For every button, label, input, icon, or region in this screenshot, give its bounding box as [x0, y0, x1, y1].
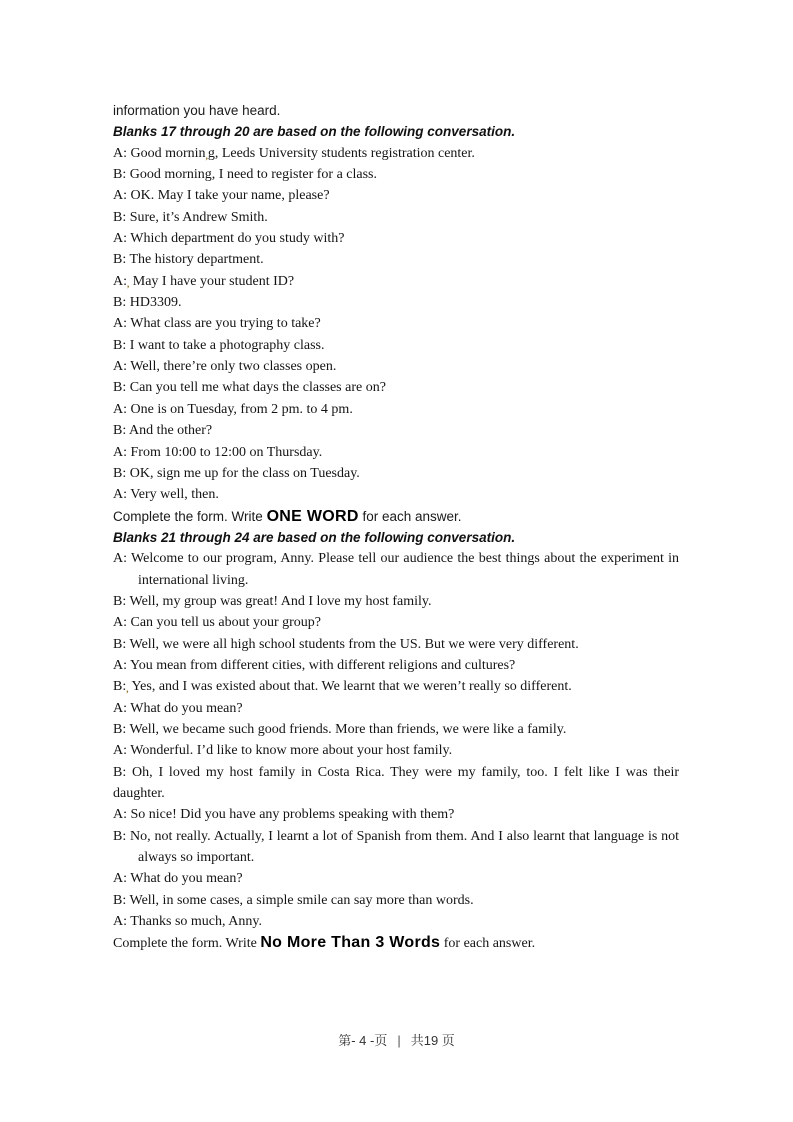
text-line	[113, 890, 679, 911]
text-segment: for each answer.	[358, 508, 462, 524]
text-segment: always so important.	[138, 850, 255, 866]
text-segment: Complete the form. Write	[113, 936, 261, 952]
text-segment: A: One is on Tuesday, from 2 pm. to 4 pm.	[113, 401, 353, 417]
text-segment: g, Leeds University students registration center.	[207, 145, 475, 161]
text-segment: B: The history department.	[113, 252, 264, 268]
text-segment: A: Wonderful. I’d like to know more about your host family.	[113, 743, 453, 759]
footer-separator: |	[397, 1033, 401, 1048]
text-segment: A: Good mornin	[113, 145, 206, 161]
stray-mark: ,	[127, 278, 130, 289]
text-line	[113, 442, 679, 463]
text-line	[113, 335, 679, 356]
text-segment: A: Thanks so much, Anny.	[113, 914, 262, 930]
text-line	[113, 399, 679, 420]
text-segment: B: No, not really. Actually, I learnt a lot of Spanish from them. And I also learnt that language is not	[113, 828, 679, 844]
text-segment: A: So nice! Did you have any problems speaking with them?	[113, 807, 455, 823]
text-segment: A: Very well, then.	[113, 487, 219, 503]
text-segment: B: HD3309.	[113, 295, 182, 311]
text-line	[113, 377, 679, 398]
text-segment: international living.	[138, 572, 249, 588]
text-line	[113, 185, 679, 206]
text-segment: daughter.	[113, 786, 165, 801]
text-segment: B: Well, we became such good friends. More than friends, we were like a family.	[113, 721, 567, 737]
text-line	[113, 804, 679, 825]
text-line	[113, 164, 679, 185]
text-segment: B: Good morning, I need to register for a class.	[113, 167, 377, 183]
text-segment: Blanks 17 through 20 are based on the following conversation.	[113, 124, 516, 140]
stray-mark: ,	[126, 684, 129, 695]
text-segment: B: OK, sign me up for the class on Tuesday.	[113, 465, 360, 481]
text-line	[113, 100, 679, 121]
text-line	[113, 506, 679, 527]
text-segment: for each answer.	[440, 936, 536, 952]
text-line	[113, 762, 679, 783]
text-line	[113, 783, 679, 804]
text-line	[113, 271, 679, 292]
text-line	[113, 847, 679, 868]
text-segment: A: From 10:00 to 12:00 on Thursday.	[113, 444, 323, 460]
text-line	[113, 313, 679, 334]
emphasis-text: ONE WORD	[266, 507, 359, 525]
text-line	[113, 591, 679, 612]
text-line	[113, 655, 679, 676]
text-segment: A: What do you mean?	[113, 871, 243, 887]
stray-mark: ,	[205, 150, 208, 161]
text-segment: B: Well, my group was great! And I love my host family.	[113, 593, 432, 609]
text-segment: A:	[113, 273, 127, 289]
text-segment: A: You mean from different cities, with different religions and cultures?	[113, 657, 516, 673]
text-line	[113, 612, 679, 633]
text-segment: B: And the other?	[113, 423, 213, 439]
text-line	[113, 826, 679, 847]
page-footer	[0, 1030, 793, 1049]
text-line	[113, 548, 679, 569]
text-segment: B: Oh, I loved my host family in Costa Rica. They were my family, too. I felt like I was their	[113, 764, 679, 780]
text-line	[113, 228, 679, 249]
footer-page-label: 第- 4 -页	[338, 1033, 388, 1048]
text-segment: information you have heard.	[113, 103, 281, 118]
text-segment: B: Well, in some cases, a simple smile can say more than words.	[113, 892, 474, 908]
text-line	[113, 420, 679, 441]
text-segment: May I have your student ID?	[129, 273, 295, 289]
text-segment: A: Well, there’re only two classes open.	[113, 359, 337, 375]
text-segment: B: Can you tell me what days the classes are on?	[113, 380, 386, 396]
text-segment: B: I want to take a photography class.	[113, 337, 325, 353]
text-line	[113, 698, 679, 719]
text-line	[113, 719, 679, 740]
text-segment: A: Which department do you study with?	[113, 231, 345, 247]
text-segment: Complete the form. Write	[113, 508, 267, 524]
footer-total-label: 共19 页	[410, 1033, 455, 1048]
text-line	[113, 634, 679, 655]
text-line	[113, 868, 679, 889]
document-body	[113, 100, 679, 954]
text-segment: A: Welcome to our program, Anny. Please tell our audience the best things about the experiment in	[113, 551, 679, 567]
text-segment: A: What class are you trying to take?	[113, 316, 321, 332]
emphasis-text: No More Than 3 Words	[260, 934, 441, 952]
text-line	[113, 676, 679, 697]
text-segment: A: What do you mean?	[113, 700, 243, 716]
text-line	[113, 143, 679, 164]
text-segment: Blanks 21 through 24 are based on the following conversation.	[113, 529, 516, 545]
text-line	[113, 463, 679, 484]
text-line	[113, 207, 679, 228]
text-segment: Yes, and I was existed about that. We learnt that we weren’t really so different.	[128, 679, 572, 695]
text-line	[113, 356, 679, 377]
text-segment: B:	[113, 679, 127, 695]
text-segment: A: Can you tell us about your group?	[113, 615, 322, 631]
text-line	[113, 932, 679, 953]
text-line	[113, 292, 679, 313]
text-line	[113, 121, 679, 142]
text-segment: B: Well, we were all high school students from the US. But we were very different.	[113, 636, 579, 652]
text-line	[113, 740, 679, 761]
text-segment: A: OK. May I take your name, please?	[113, 188, 330, 204]
text-line	[113, 911, 679, 932]
text-line	[113, 570, 679, 591]
text-line	[113, 249, 679, 270]
text-line	[113, 484, 679, 505]
text-segment: B: Sure, it’s Andrew Smith.	[113, 209, 268, 225]
text-line	[113, 527, 679, 548]
